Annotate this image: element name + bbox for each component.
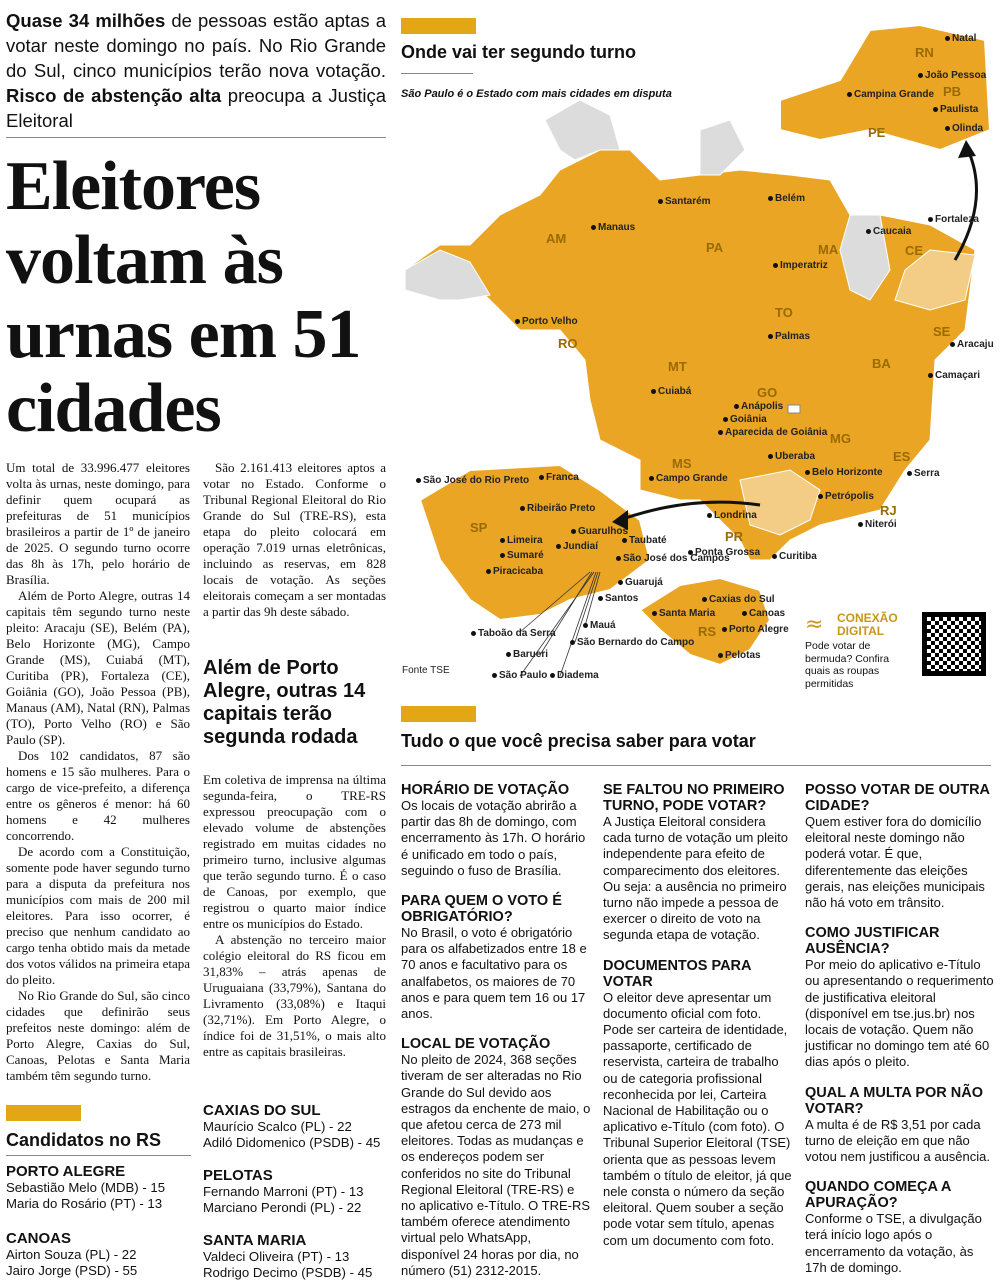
city-dot-icon — [539, 475, 544, 480]
city-dot-icon — [658, 199, 663, 204]
promo-brand: CONEXÃO DIGITAL — [837, 611, 898, 638]
intro-text-1: de pessoas estão aptas a votar neste domingo no país. No Rio Grande do Sul, cinco municípios terão nova votação. — [6, 10, 386, 81]
city-label — [702, 594, 775, 606]
map-subtitle: São Paulo é o Estado com mais cidades em disputa — [401, 88, 672, 100]
state-label: RS — [698, 624, 717, 639]
city-dot-icon — [945, 36, 950, 41]
city-dot-icon — [486, 569, 491, 574]
city-dot-icon — [723, 417, 728, 422]
city-dot-icon — [933, 107, 938, 112]
city-label — [723, 414, 767, 426]
paragraph: De acordo com a Constituição, somente pode haver segundo turno para a disputa da prefeitura nos municípios com mais de 200 mil eleitores. Para isso ocorrer, é preciso que nenhum candidato ao cargo tenha obtido mais da metade dos votos válidos na primeira etapa do pleito. — [6, 844, 190, 987]
city-name: Serra — [914, 468, 940, 479]
city-label — [907, 468, 940, 480]
city-name: Porto Alegre — [729, 624, 789, 635]
city-dot-icon — [928, 217, 933, 222]
city-label — [500, 535, 543, 547]
question: POSSO VOTAR DE OUTRA CIDADE? — [805, 782, 990, 814]
answer: Os locais de votação abrirão a partir das 8h de domingo, com encerramento às 17h. O horário é unificado em todo o país, seguindo o fuso de Brasília. — [401, 798, 586, 878]
state-label: RN — [915, 45, 934, 60]
guide-title: Tudo o que você precisa saber para votar — [401, 731, 756, 751]
city-dot-icon — [416, 478, 421, 483]
city-dot-icon — [556, 544, 561, 549]
map-title: Onde vai ter segundo turno — [401, 42, 637, 62]
paragraph: Além de Porto Alegre, outras 14 capitais têm segundo turno neste pleito: Aracaju (SE), Belém (PA), Belo Horizonte (MG), Campo Grande (MS), Cuiabá (MT), Curitiba (PR), Fortaleza (CE), Goiânia (GO), João Pessoa (PB), Manaus (AM), Natal (RN), Palmas (TO), Porto Velho (RO) e São Paulo (SP). — [6, 588, 190, 747]
city-name: Piracicaba — [493, 566, 544, 577]
city-dot-icon — [918, 73, 923, 78]
city-dot-icon — [506, 652, 511, 657]
city-name: São Paulo — [499, 670, 548, 681]
city-dot-icon — [571, 529, 576, 534]
question: QUANDO COMEÇA A APURAÇÃO? — [805, 1179, 951, 1212]
city-label — [471, 628, 556, 640]
city-dot-icon — [742, 611, 747, 616]
city-label — [570, 637, 694, 649]
city-dot-icon — [598, 596, 603, 601]
question: DOCUMENTOS PARA VOTAR — [603, 957, 751, 990]
city-dot-icon — [570, 640, 575, 645]
answer: O eleitor deve apresentar um documento oficial com foto. Pode ser carteira de identidade, passaporte, certificado de reservista, carteira de trabalho ou de categoria profissional reconhecida por lei, Carteira Nacional de Habilitação ou o aplicativo e-Título (com foto). O Tribunal Superior Eleitoral (TSE) orienta que as pessoas levem também o título de eleitor, já que nele consta o número da seção eleitoral. Quem souber a seção pode votar sem título, apenas com um documento com foto. — [603, 989, 792, 1248]
city-label — [591, 222, 635, 234]
city-label — [933, 104, 978, 116]
city-label — [598, 593, 638, 605]
city-dot-icon — [847, 92, 852, 97]
candidates-other — [203, 1092, 380, 1281]
city-name: Olinda — [952, 123, 984, 134]
intro-bold-2: Risco de abstenção alta — [6, 85, 222, 106]
answer: A Justiça Eleitoral considera cada turno de votação um pleito independente para efeito de comparecimento dos eleitores. Ou seja: a ausência no primeiro turno não impede a pessoa de exercer o direito de voto na segunda etapa de votação. — [603, 814, 789, 943]
city-label — [945, 33, 976, 45]
paragraph: Um total de 33.996.477 eleitores volta às urnas, neste domingo, para definir quem ocupará as prefeituras de 51 municípios brasileiros a partir de 1º de janeiro de 2025. O segundo turno ocorre das 8h às 17h, pelo horário de Brasília. — [6, 460, 190, 587]
paragraph: São 2.161.413 eleitores aptos a votar no Estado. Conforme o Tribunal Regional Eleitoral do Rio Grande do Sul (TRE-RS), esta etapa do pleito colocará em operação 7.019 urnas eletrônicas, incluindo as reservas, em 828 locais de votação. As seções eleitorais começam a ser montadas a partir das 9h deste sábado. — [203, 460, 386, 619]
city-name: Guarulhos — [578, 526, 629, 537]
city-dot-icon — [722, 627, 727, 632]
city-label — [805, 467, 883, 479]
state-label: RO — [558, 336, 578, 351]
city-name: Taubaté — [629, 535, 667, 546]
city-name: Curitiba — [779, 551, 817, 562]
section-bar — [401, 706, 476, 722]
candidates-title: Candidatos no RS — [6, 1130, 162, 1150]
candidate: Maurício Scalco (PL) - 22 — [203, 1119, 352, 1134]
candidate: Jairo Jorge (PSD) - 55 — [6, 1263, 138, 1278]
city-name: Santos — [605, 593, 639, 604]
answer: Quem estiver fora do domicílio eleitoral neste domingo não poderá votar. É que, diferentemente das eleições gerais, nas eleições municipais não há voto em trânsito. — [805, 814, 985, 911]
city-label — [818, 491, 874, 503]
map-source: Fonte TSE — [402, 665, 450, 676]
state-label: MG — [830, 431, 851, 446]
intro-text-2: preocupa a Justiça Eleitoral — [6, 85, 386, 131]
question: QUAL A MULTA POR NÃO VOTAR? — [805, 1084, 984, 1117]
city-dot-icon — [866, 229, 871, 234]
state-label: GO — [757, 385, 778, 400]
guide-column-1 — [401, 782, 591, 1279]
state-label: PE — [868, 125, 886, 140]
question: LOCAL DE VOTAÇÃO — [401, 1036, 551, 1053]
city-dot-icon — [471, 631, 476, 636]
city-dot-icon — [768, 196, 773, 201]
candidate: Maria do Rosário (PT) - 13 — [6, 1196, 163, 1211]
city-dot-icon — [702, 597, 707, 602]
city-dot-icon — [950, 342, 955, 347]
city-dot-icon — [616, 556, 621, 561]
city-dot-icon — [618, 580, 623, 585]
question: HORÁRIO DE VOTAÇÃO — [401, 782, 570, 798]
city-label — [773, 260, 828, 272]
city-label — [649, 473, 728, 485]
city-name: Aparecida de Goiânia — [725, 427, 828, 438]
city-label — [500, 550, 544, 562]
city-label — [928, 370, 980, 382]
city-label — [722, 624, 789, 636]
city-name: Franca — [546, 472, 579, 483]
question: COMO JUSTIFICAR AUSÊNCIA? — [805, 925, 940, 958]
city-name: Campo Grande — [656, 473, 728, 484]
city-name: Anápolis — [741, 401, 784, 412]
city-name: Uberaba — [775, 451, 816, 462]
state-label: RJ — [880, 503, 897, 518]
city-label — [768, 193, 805, 205]
city-label — [718, 650, 761, 662]
city-label — [492, 670, 547, 682]
answer: No Brasil, o voto é obrigatório para os alfabetizados entre 18 e 70 anos e facultativo para os analfabetos, os maiores de 70 anos e para quem tem 16 ou 17 anos. — [401, 925, 587, 1022]
answer: A multa é de R$ 3,51 por cada turno de eleição em que não votou nem justificou a ausência. — [805, 1116, 990, 1165]
city-label — [506, 649, 548, 661]
city-name: Santarém — [665, 196, 711, 207]
city-dot-icon — [718, 653, 723, 658]
city-name: Niterói — [865, 519, 897, 530]
city-label — [416, 475, 529, 487]
candidate: Rodrigo Decimo (PSDB) - 45 — [203, 1265, 373, 1280]
state-label: AM — [546, 231, 567, 246]
city-name: São Bernardo do Campo — [577, 637, 695, 648]
city-label — [768, 331, 810, 343]
article-column-2b — [203, 772, 386, 1060]
city-dot-icon — [550, 673, 555, 678]
city-name: Imperatriz — [780, 260, 828, 271]
city-dot-icon — [928, 373, 933, 378]
city-dot-icon — [652, 611, 657, 616]
question: SE FALTOU NO PRIMEIRO TURNO, PODE VOTAR? — [603, 782, 785, 814]
city-name: Sumaré — [507, 550, 544, 561]
guide-column-3 — [805, 782, 995, 1276]
city-label — [918, 70, 986, 82]
city-label — [583, 620, 616, 632]
candidates-porto-alegre — [6, 1153, 165, 1279]
city-name: Mauá — [590, 620, 616, 631]
candidate: Marciano Perondi (PL) - 22 — [203, 1200, 362, 1215]
subheadline: Além de Porto Alegre, outras 14 capitais terão segunda rodada — [203, 657, 366, 748]
city-name: São José do Rio Preto — [423, 475, 530, 486]
city-label — [742, 608, 785, 620]
state-label: SE — [933, 324, 951, 339]
city-label — [847, 89, 934, 101]
promo-text: Pode votar de bermuda? Confira quais as roupas permitidas — [805, 640, 890, 690]
city-label — [539, 472, 579, 484]
city-name: Cuiabá — [658, 386, 692, 397]
city-dot-icon — [773, 263, 778, 268]
paragraph: No Rio Grande do Sul, são cinco cidades que definirão seus prefeitos neste domingo: além de Porto Alegre, Caxias do Sul, Canoas, Pelotas e Santa Maria também têm segundo turno. — [6, 988, 190, 1083]
city-label — [858, 519, 897, 531]
city-name: PORTO ALEGRE — [6, 1163, 126, 1180]
city-dot-icon — [492, 673, 497, 678]
city-dot-icon — [591, 225, 596, 230]
city-dot-icon — [649, 476, 654, 481]
df-marker — [788, 405, 800, 413]
qr-code[interactable] — [922, 612, 986, 676]
city-dot-icon — [707, 513, 712, 518]
city-label — [734, 401, 783, 413]
city-name: São José dos Campos — [623, 553, 730, 564]
city-label — [550, 670, 599, 682]
city-label — [658, 196, 711, 208]
city-dot-icon — [500, 538, 505, 543]
state-label: MT — [668, 359, 687, 374]
city-name: Natal — [952, 33, 977, 44]
city-name: Campina Grande — [854, 89, 935, 100]
paragraph: A abstenção no terceiro maior colégio eleitoral do RS ficou em 31,83% – atrás apenas de Uruguaiana (33,79%), Santana do Livramento (33,08%) e Itaqui (32,71%). Em Porto Alegre, o índice foi de 31,51%, o mais alto entre as capitais brasileiras. — [203, 932, 386, 1059]
city-label — [652, 608, 715, 620]
state-label: PR — [725, 529, 744, 544]
city-dot-icon — [520, 506, 525, 511]
city-name: CAXIAS DO SUL — [203, 1102, 321, 1119]
city-dot-icon — [858, 522, 863, 527]
city-dot-icon — [718, 430, 723, 435]
city-name: Limeira — [507, 535, 543, 546]
city-name: Camaçari — [935, 370, 981, 381]
state-label: MA — [818, 242, 839, 257]
city-name: Ponta Grossa — [695, 547, 761, 558]
city-name: Caucaia — [873, 226, 912, 237]
candidate: Airton Souza (PL) - 22 — [6, 1247, 137, 1262]
city-label — [651, 386, 691, 398]
headline: Eleitores voltam às urnas em 51 cidades — [6, 148, 361, 447]
city-label — [618, 577, 663, 589]
wifi-icon: ≈ — [805, 612, 824, 637]
paragraph: Em coletiva de imprensa na última segunda-feira, o TRE-RS expressou preocupação com o elevado volume de abstenções registrado em muitas cidades no primeiro turno, inclusive algumas que terão segundo turno. É o caso de Canoas, por exemplo, que registrou o quarto maior índice entre os municípios do Estado. — [203, 772, 386, 931]
city-name: Jundiaí — [563, 541, 599, 552]
question: PARA QUEM O VOTO É OBRIGATÓRIO? — [401, 893, 562, 926]
section-bar — [6, 1105, 81, 1121]
city-label — [718, 427, 827, 439]
city-name: SANTA MARIA — [203, 1232, 307, 1249]
answer: No pleito de 2024, 368 seções tiveram de ser alteradas no Rio Grande do Sul devido aos estragos da enchente de maio, o que afetou cerca de 273 mil eleitores. Todas as mudanças e os endereços podem ser conferidos no site do Tribunal Regional Eleitoral (TRE-RS) e no aplicativo e-Título. O TRE-RS também oferece atendimento virtual pelo WhatsApp, disponível 24 horas por dia, no número (51) 2312-2015. — [401, 1052, 591, 1278]
city-name: CANOAS — [6, 1230, 72, 1247]
city-name: Manaus — [598, 222, 636, 233]
city-dot-icon — [945, 126, 950, 131]
city-name: Belém — [775, 193, 806, 204]
city-name: Paulista — [940, 104, 979, 115]
candidate: Adiló Didomenico (PSDB) - 45 — [203, 1135, 381, 1150]
candidate: Fernando Marroni (PT) - 13 — [203, 1184, 364, 1199]
city-name: Belo Horizonte — [812, 467, 883, 478]
answer: Por meio do aplicativo e-Título ou apresentando o requerimento de justificativa eleitoral (disponível em tse.jus.br) nos locais de votação. Quem não justificar no domingo tem até 60 dias após o pleito. — [805, 957, 994, 1070]
guide-column-2 — [603, 782, 793, 1249]
city-name: Taboão da Serra — [478, 628, 556, 639]
city-name: Porto Velho — [522, 316, 578, 327]
city-name: Guarujá — [625, 577, 663, 588]
city-name: Goiânia — [730, 414, 767, 425]
intro-bold-1: Quase 34 milhões — [6, 10, 166, 31]
city-label — [768, 451, 815, 463]
state-label: TO — [775, 305, 793, 320]
city-name: Ribeirão Preto — [527, 503, 596, 514]
city-name: Canoas — [749, 608, 786, 619]
city-label — [622, 535, 667, 547]
city-label — [520, 503, 595, 515]
city-name: Barueri — [513, 649, 549, 660]
city-dot-icon — [907, 471, 912, 476]
city-label — [707, 510, 757, 522]
state-label: SP — [470, 520, 488, 535]
city-name: PELOTAS — [203, 1167, 273, 1184]
city-name: Fortaleza — [935, 214, 979, 225]
city-dot-icon — [583, 623, 588, 628]
amapa-no-runoff — [700, 120, 745, 175]
city-label — [866, 226, 911, 238]
state-label: MS — [672, 456, 692, 471]
paragraph: Dos 102 candidatos, 87 são homens e 15 são mulheres. Para o cargo de vice-prefeito, a diferença entre os gêneros é menor: há 60 homens e 42 mulheres concorrendo. — [6, 748, 190, 843]
city-label — [556, 541, 598, 553]
city-name: Petrópolis — [825, 491, 874, 502]
city-label — [571, 526, 628, 538]
city-label — [950, 339, 994, 351]
city-label — [486, 566, 543, 578]
city-name: Caxias do Sul — [709, 594, 775, 605]
city-label — [772, 551, 817, 563]
state-label: ES — [893, 449, 911, 464]
city-name: Santa Maria — [659, 608, 716, 619]
answer: Conforme o TSE, a divulgação terá início logo após o encerramento da votação, às 17h de domingo. — [805, 1211, 982, 1275]
city-dot-icon — [818, 494, 823, 499]
city-label — [515, 316, 578, 328]
city-dot-icon — [768, 454, 773, 459]
state-label: CE — [905, 243, 924, 258]
city-label — [945, 123, 983, 135]
city-name: Londrina — [714, 510, 757, 521]
city-dot-icon — [622, 538, 627, 543]
city-dot-icon — [651, 389, 656, 394]
city-name: João Pessoa — [925, 70, 987, 81]
city-name: Diadema — [557, 670, 599, 681]
state-label: BA — [872, 356, 891, 371]
city-dot-icon — [500, 553, 505, 558]
city-dot-icon — [768, 334, 773, 339]
city-name: Pelotas — [725, 650, 761, 661]
city-name: Palmas — [775, 331, 811, 342]
city-dot-icon — [515, 319, 520, 324]
city-dot-icon — [772, 554, 777, 559]
city-label — [928, 214, 979, 226]
state-label: PB — [943, 84, 962, 99]
city-dot-icon — [734, 404, 739, 409]
state-label: PA — [706, 240, 724, 255]
city-name: Aracaju — [957, 339, 994, 350]
city-dot-icon — [805, 470, 810, 475]
city-label — [616, 553, 730, 565]
candidate: Valdeci Oliveira (PT) - 13 — [203, 1249, 350, 1264]
candidate: Sebastião Melo (MDB) - 15 — [6, 1180, 166, 1195]
